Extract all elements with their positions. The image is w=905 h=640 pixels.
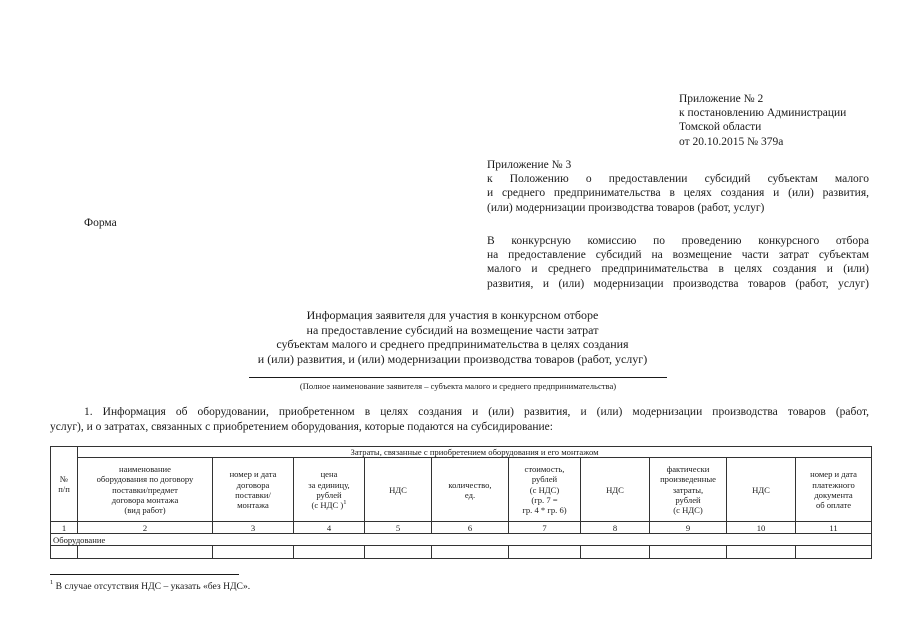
column-number: 11 xyxy=(796,522,872,534)
document-title xyxy=(150,308,755,366)
header-text: фактически xyxy=(666,464,710,475)
header-text: п/п xyxy=(58,484,70,495)
header-text: затраты, xyxy=(672,484,704,495)
header-text: номер и дата xyxy=(810,469,857,480)
column-number: 7 xyxy=(509,522,581,534)
header-cell-actual-costs xyxy=(650,458,727,522)
title-line: субъектам малого и среднего предпринимательства в целях создания xyxy=(276,337,629,352)
appendix-2-line: Томской области xyxy=(679,121,762,134)
header-text: за единицу, xyxy=(308,479,350,490)
appendix-3-line: и среднего предпринимательства в целях создания и (или) развития, xyxy=(487,187,869,200)
table-row xyxy=(51,546,872,559)
header-text: НДС xyxy=(389,484,407,495)
section-1-line: 1. Информация об оборудовании, приобретенном в целях создания и (или) развития, и (или) модернизации производства товаров (работ, xyxy=(84,406,869,418)
header-text: документа xyxy=(814,489,853,500)
header-cell-payment-document xyxy=(796,458,872,522)
title-line: на предоставление субсидий на возмещение части затрат xyxy=(306,322,599,337)
header-text: поставки/предмет xyxy=(112,484,178,495)
footnote-text: В случае отсутствия НДС – указать «без НДС». xyxy=(53,581,251,592)
title-line: и (или) развития, и (или) модернизации производства товаров (работ, услуг) xyxy=(257,351,648,366)
empty-cell[interactable] xyxy=(796,546,872,559)
commission-line: развития, и (или) модернизации производства товаров (работ, услуг) xyxy=(487,277,869,290)
applicant-name-caption: (Полное наименование заявителя – субъекта малого и среднего предпринимательства) xyxy=(299,381,617,391)
column-number: 3 xyxy=(213,522,294,534)
header-text: наименование xyxy=(119,464,171,475)
header-text: цена xyxy=(320,469,338,480)
empty-cell[interactable] xyxy=(294,546,365,559)
appendix-3-block xyxy=(487,158,869,215)
header-text: монтажа xyxy=(237,499,269,510)
footnote xyxy=(50,581,250,592)
appendix-3-line: к Положению о предоставлении субсидий субъектам малого xyxy=(487,173,869,186)
empty-cell[interactable] xyxy=(78,546,213,559)
header-text: (вид работ) xyxy=(124,505,166,515)
equipment-costs-table xyxy=(50,446,872,559)
column-number: 8 xyxy=(581,522,650,534)
empty-cell[interactable] xyxy=(213,546,294,559)
appendix-2-line: Приложение № 2 xyxy=(679,93,764,105)
appendix-3-line: (или) модернизации производства товаров (работ, услуг) xyxy=(487,201,765,214)
commission-line: на предоставление субсидий на возмещение части затрат субъектам xyxy=(487,249,869,262)
footnote-divider xyxy=(50,574,239,575)
column-number: 6 xyxy=(432,522,509,534)
header-text: (с НДС) xyxy=(529,484,560,495)
section-row xyxy=(51,534,872,546)
empty-cell[interactable] xyxy=(51,546,78,559)
header-text: об оплате xyxy=(815,499,852,510)
header-cell-quantity xyxy=(432,458,509,522)
section-row-label: Оборудование xyxy=(51,534,872,546)
appendix-2-line: к постановлению Администрации xyxy=(679,107,847,120)
header-text: произведенные xyxy=(660,474,716,485)
header-cell-unit-price xyxy=(294,458,365,522)
header-text: гр. 4 * гр. 6) xyxy=(522,505,567,515)
header-text: (с НДС ) xyxy=(311,499,344,510)
appendix-2-block xyxy=(679,92,846,149)
header-cell-vat xyxy=(365,458,432,522)
empty-cell[interactable] xyxy=(432,546,509,559)
column-number-row xyxy=(51,522,872,534)
header-text: оборудования по договору xyxy=(96,474,194,485)
header-text: рублей xyxy=(531,474,558,485)
header-text: № xyxy=(59,473,69,484)
commission-address-block xyxy=(487,234,869,291)
header-text: стоимость, xyxy=(524,464,565,475)
title-line: Информация заявителя для участия в конкурсном отборе xyxy=(306,308,599,322)
header-cell-equipment-name xyxy=(78,458,213,522)
commission-line: В конкурсную комиссию по проведению конкурсного отбора xyxy=(487,235,869,247)
header-text: НДС xyxy=(606,484,624,495)
column-number: 5 xyxy=(365,522,432,534)
header-text: поставки/ xyxy=(235,489,271,500)
group-header-cell: Затраты, связанные с приобретением оборудования и его монтажом xyxy=(78,447,872,458)
empty-cell[interactable] xyxy=(365,546,432,559)
appendix-2-line: от 20.10.2015 № 379а xyxy=(679,135,784,148)
column-number: 10 xyxy=(727,522,796,534)
column-number: 4 xyxy=(294,522,365,534)
header-text: рублей xyxy=(675,494,701,505)
header-text: договора xyxy=(236,479,270,490)
empty-cell[interactable] xyxy=(650,546,727,559)
column-number: 1 xyxy=(51,522,78,534)
column-number: 9 xyxy=(650,522,727,534)
section-1-paragraph xyxy=(50,405,869,435)
header-text: ед. xyxy=(464,489,476,500)
empty-cell[interactable] xyxy=(581,546,650,559)
section-1-line: услуг), и о затратах, связанных с приобретением оборудования, которые подаются на субсидирование: xyxy=(50,421,553,433)
empty-cell[interactable] xyxy=(727,546,796,559)
header-text: номер и дата xyxy=(229,469,277,480)
header-cell-cost xyxy=(509,458,581,522)
empty-cell[interactable] xyxy=(509,546,581,559)
footnote-marker: 1 xyxy=(343,498,347,506)
header-cell-vat xyxy=(727,458,796,522)
header-text: рублей xyxy=(316,489,342,500)
column-number: 2 xyxy=(78,522,213,534)
header-text: (с НДС) xyxy=(673,505,703,515)
header-text: договора монтажа xyxy=(111,494,179,505)
header-text: платежного xyxy=(812,479,855,490)
header-cell-vat xyxy=(581,458,650,522)
applicant-name-field[interactable] xyxy=(249,377,667,378)
header-text: количество, xyxy=(448,479,492,490)
footnote-marker: 1 xyxy=(50,579,54,586)
appendix-3-line: Приложение № 3 xyxy=(487,159,572,171)
header-cell-contract xyxy=(213,458,294,522)
header-cell-number xyxy=(51,447,78,522)
form-label: Форма xyxy=(84,217,117,229)
header-text: (гр. 7 = xyxy=(531,494,558,505)
header-text: НДС xyxy=(752,484,770,495)
commission-line: малого и среднего предпринимательства в целях создания и (или) xyxy=(487,263,869,276)
